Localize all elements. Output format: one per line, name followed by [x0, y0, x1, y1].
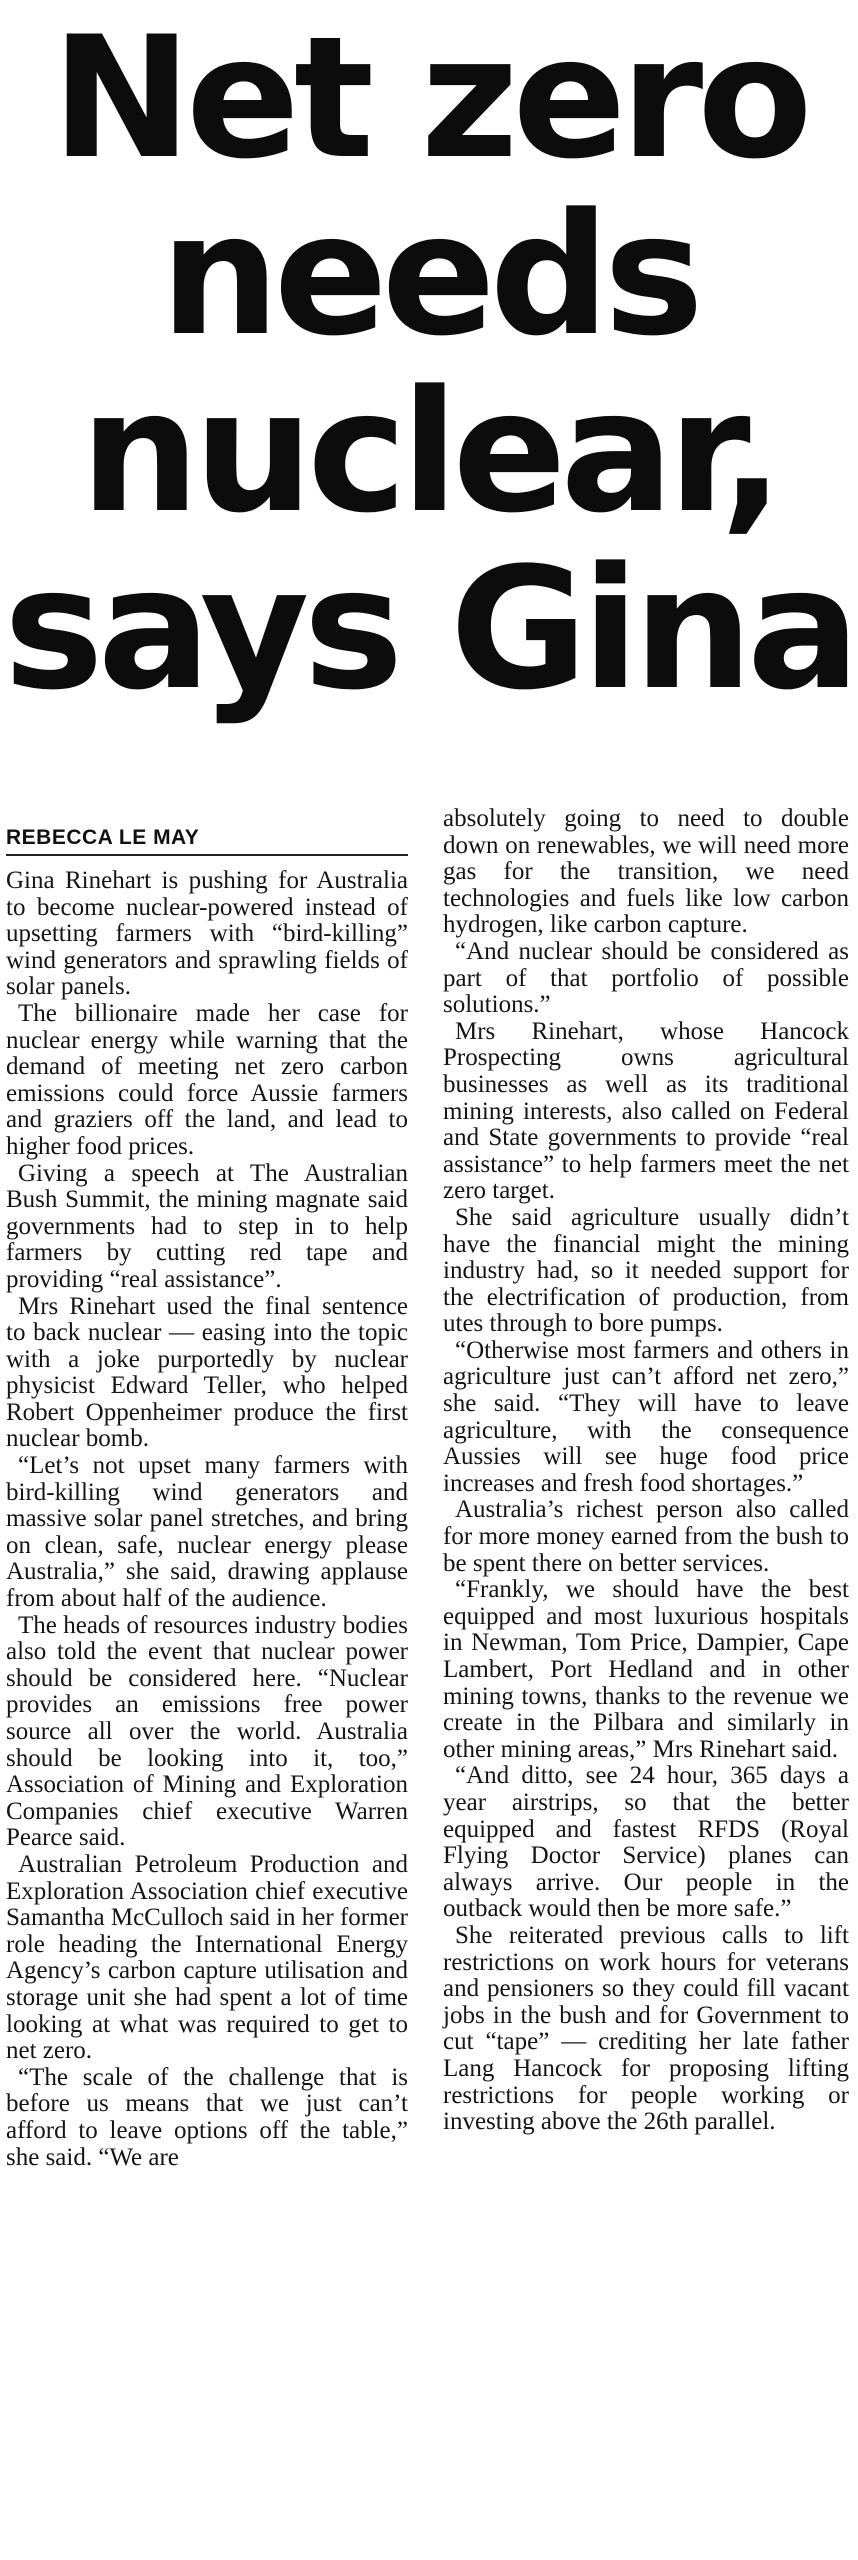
- byline: REBECCA LE MAY: [6, 826, 200, 849]
- headline-line: says Gina: [3, 531, 855, 727]
- paragraph: Mrs Rinehart, whose Hancock Prospecting owns agricultural businesses as well as its traditional mining interests, also called on Federal and State governments to provide “real assistance” to help farmers meet the net zero target.: [443, 1017, 849, 1205]
- paragraph: Gina Rinehart is pushing for Australia to become nuclear-powered instead of upsetting farmers with “bird-killing” wind generators and sprawling fields of solar panels.: [6, 867, 408, 1001]
- paragraph: “And nuclear should be considered as part of that portfolio of possible solutions.”: [443, 937, 849, 1019]
- paragraph: The heads of resources industry bodies also told the event that nuclear power should be considered here. “Nuclear provides an emissions free power source all over the world. Australia should be looking into it, too,” Association of Mining and Exploration Companies chief executive Warren Pearce said.: [6, 1611, 408, 1852]
- paragraph: Mrs Rinehart used the final sentence to back nuclear — easing into the topic with a joke purportedly by nuclear physicist Edward Teller, who helped Robert Oppenheimer produce the first nuclear bomb.: [6, 1292, 408, 1453]
- article-column-right: [443, 806, 849, 2136]
- paragraph: “And ditto, see 24 hour, 365 days a year airstrips, so that the better equipped and fastest RFDS (Royal Flying Doctor Service) planes can always arrive. Our people in the outback would then be more safe.”: [443, 1762, 849, 1923]
- headline-line: Net zero: [51, 0, 807, 196]
- paragraph: The billionaire made her case for nuclear energy while warning that the demand of meeting net zero carbon emissions could force Aussie farmers and graziers off the land, and lead to higher food prices.: [6, 999, 408, 1160]
- paragraph: Giving a speech at The Australian Bush Summit, the mining magnate said governments had to step in to help farmers by cutting red tape and providing “real assistance”.: [6, 1159, 408, 1293]
- headline-line: needs: [160, 177, 698, 373]
- paragraph: She said agriculture usually didn’t have the financial might the mining industry had, so it needed support for the electrification of production, from utes through to bore pumps.: [443, 1203, 849, 1338]
- paragraph: “Frankly, we should have the best equipped and most luxurious hospitals in Newman, Tom Price, Dampier, Cape Lambert, Port Hedland and in other mining towns, thanks to the revenue we create in the Pilbara and similarly in other mining areas,” Mrs Rinehart said.: [443, 1576, 849, 1763]
- paragraph: absolutely going to need to double down on renewables, we will need more gas for the transition, we need technologies and fuels like low carbon hydrogen, like carbon capture.: [443, 805, 849, 939]
- paragraph: Australia’s richest person also called for more money earned from the bush to be spent there on better services.: [443, 1496, 849, 1577]
- paragraph: “The scale of the challenge that is before us means that we just can’t afford to leave options off the table,” she said. “We are: [6, 2063, 408, 2171]
- headline: [0, 0, 858, 727]
- byline-rule: [6, 826, 408, 856]
- paragraph: “Otherwise most farmers and others in agriculture just can’t afford net zero,” she said. “They will have to leave agriculture, with the consequence Aussies will see huge food price increases and fresh food shortages.”: [443, 1336, 849, 1497]
- paragraph: “Let’s not upset many farmers with bird-killing wind generators and massive solar panel stretches, and bring on clean, safe, nuclear energy please Australia,” she said, drawing applause from about half of the audience.: [6, 1452, 408, 1613]
- paragraph: She reiterated previous calls to lift restrictions on work hours for veterans and pensioners so they could fill vacant jobs in the bush and for Government to cut “tape” — crediting her late father Lang Hancock for proposing lifting restrictions for people working or investing above the 26th parallel.: [443, 1921, 849, 2136]
- article-column-left: [6, 868, 408, 2171]
- headline-line: nuclear,: [80, 354, 778, 550]
- paragraph: Australian Petroleum Production and Exploration Association chief executive Samantha McCulloch said in her former role heading the International Energy Agency’s carbon capture utilisation and storage unit she had spent a lot of time looking at what was required to get to net zero.: [6, 1850, 408, 2065]
